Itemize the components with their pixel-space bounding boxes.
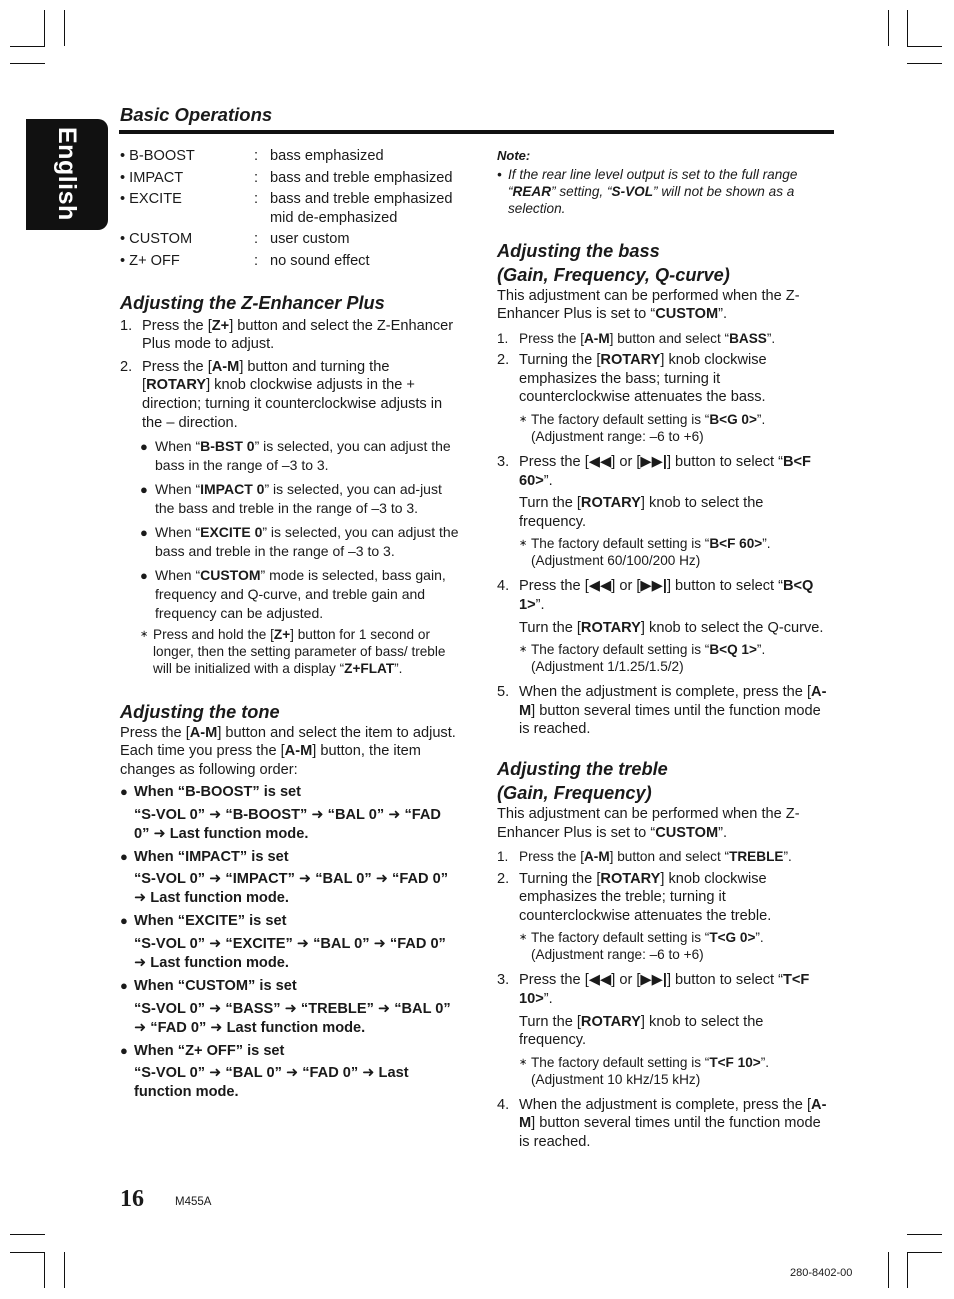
mode-colon: : [254, 252, 259, 269]
bullet-item [140, 566, 460, 623]
sequence-order: “S-VOL 0” ➜ “IMPACT” ➜ “BAL 0” ➜ “FAD 0” ➜ Last function mode. [134, 871, 448, 907]
step-item [497, 577, 833, 614]
page-number: 16 [120, 1186, 144, 1212]
bullet-dot-icon: ● [140, 525, 148, 541]
crop-mark [907, 10, 908, 46]
bullet-dot-icon: ● [140, 439, 148, 455]
step-text: Press the [◀◀] or [▶▶|] button to select “B<Q 1>”. [519, 578, 814, 614]
left-column [120, 147, 460, 1102]
step-item [497, 683, 833, 739]
bullet-dot-icon: ● [120, 978, 128, 994]
mode-colon: : [254, 148, 259, 164]
step-number: 4. [497, 1096, 510, 1113]
asterisk-icon: ∗ [140, 629, 149, 641]
step-text: Turning the [ROTARY] knob clockwise emphasizes the treble; turning it counterclockwise attenuates the treble. [519, 870, 772, 924]
bullet-dot-icon: ● [140, 568, 148, 584]
document-code: 280-8402-00 [790, 1267, 853, 1279]
step-item [497, 971, 833, 1008]
crop-mark [907, 1252, 908, 1288]
bullet-text: When “B-BST 0” is selected, you can adjust the bass in the range of –3 to 3. [155, 438, 451, 474]
note-title: Note: [497, 148, 531, 163]
mode-row [120, 230, 460, 249]
mode-row [120, 169, 460, 188]
language-tab [26, 119, 108, 230]
sequence-heading: ● When “EXCITE” is set [120, 913, 287, 930]
step-number: 2. [120, 358, 133, 375]
asterisk-icon: ∗ [519, 1056, 528, 1068]
bullet-item [140, 523, 460, 561]
crop-mark [10, 63, 45, 64]
mode-row [120, 190, 460, 227]
mode-name: • EXCITE [120, 191, 182, 208]
mode-desc: bass and treble emphasized mid de-emphasized [270, 191, 453, 226]
skip-back-icon: ◀◀ [588, 578, 612, 595]
tone-title: Adjusting the tone [120, 701, 280, 722]
step-text: Press the [A-M] button and select “TREBLE”. [519, 849, 792, 865]
mode-name: • IMPACT [120, 169, 184, 186]
z-enhancer-title: Adjusting the Z-Enhancer Plus [120, 292, 385, 313]
mode-list [120, 147, 460, 271]
asterisk-icon: ∗ [519, 414, 528, 426]
note-item [497, 166, 833, 217]
factory-default-note: ∗ The factory default setting is “T<G 0>”. (Adjustment range: –6 to +6) [519, 930, 764, 963]
bass-intro: This adjustment can be performed when the Z-Enhancer Plus is set to “CUSTOM”. [497, 287, 800, 323]
bullet-text: When “CUSTOM” mode is selected, bass gain, frequency and Q-curve, and treble gain and frequency can be adjusted. [155, 567, 446, 622]
step-item [497, 453, 833, 490]
crop-mark [10, 1252, 45, 1253]
step-number: 3. [497, 454, 510, 471]
mode-row [120, 252, 460, 271]
sequence-heading: ● When “CUSTOM” is set [120, 978, 297, 995]
bullet-dot-icon: ● [120, 1042, 128, 1058]
step-text: When the adjustment is complete, press the [A-M] button several times until the function mode is reached. [519, 684, 827, 738]
step-number: 3. [497, 972, 510, 989]
treble-subtitle: (Gain, Frequency) [497, 783, 652, 803]
asterisk-icon: ∗ [519, 538, 528, 550]
step-text: Press the [Z+] button and select the Z-Enhancer Plus mode to adjust. [142, 317, 454, 353]
asterisk-icon: ∗ [519, 644, 528, 656]
mode-desc: no sound effect [270, 252, 370, 269]
step-continuation: Turn the [ROTARY] knob to select the frequency. [519, 1013, 764, 1049]
bullet-item [140, 437, 460, 475]
tone-intro: Press the [A-M] button and select the item to adjust. Each time you press the [A-M] button, the item changes as following order: [120, 724, 456, 778]
step-item [497, 870, 833, 926]
mode-colon: : [254, 169, 259, 186]
section-heading: Basic Operations [120, 104, 273, 125]
heading-rule [119, 130, 834, 134]
step-number: 2. [497, 870, 510, 887]
crop-mark [44, 1252, 45, 1288]
step-item [120, 317, 460, 354]
skip-back-icon: ◀◀ [588, 972, 612, 989]
factory-default-note: ∗ The factory default setting is “B<G 0>”. (Adjustment range: –6 to +6) [519, 412, 766, 445]
mode-desc: bass and treble emphasized [270, 169, 453, 186]
crop-mark [64, 10, 65, 46]
mode-desc: user custom [270, 231, 350, 248]
step-item [497, 848, 833, 866]
crop-mark [44, 10, 45, 46]
sequence-order: “S-VOL 0” ➜ “B-BOOST” ➜ “BAL 0” ➜ “FAD 0” ➜ Last function mode. [134, 806, 441, 842]
sequence-order: “S-VOL 0” ➜ “BAL 0” ➜ “FAD 0” ➜ Last function mode. [134, 1065, 409, 1101]
crop-mark [907, 1252, 942, 1253]
treble-title: Adjusting the treble [497, 759, 668, 779]
skip-forward-icon: ▶▶| [640, 578, 667, 595]
crop-mark [907, 46, 942, 47]
bullet-dot-icon: ● [140, 482, 148, 498]
language-tab-label: English [53, 127, 81, 221]
mode-colon: : [254, 231, 259, 248]
step-number: 4. [497, 578, 510, 595]
step-text: Press the [◀◀] or [▶▶|] button to select “B<F 60>”. [519, 454, 811, 489]
model-number: M455A [175, 1196, 212, 1208]
crop-mark [64, 1252, 65, 1288]
asterisk-note [140, 627, 460, 677]
right-column [497, 147, 833, 1156]
bullet-text: When “IMPACT 0” is selected, you can ad-just the bass and treble in the range of –3 to 3. [155, 481, 442, 517]
mode-name: • CUSTOM [120, 231, 193, 248]
step-text: Turning the [ROTARY] knob clockwise emphasizes the bass; turning it counterclockwise attenuates the bass. [519, 352, 767, 406]
factory-default-note: ∗ The factory default setting is “B<F 60>”. (Adjustment 60/100/200 Hz) [519, 536, 771, 569]
step-number: 1. [120, 317, 133, 334]
crop-mark [10, 1234, 45, 1235]
asterisk-icon: ∗ [519, 932, 528, 944]
asterisk-note-text: Press and hold the [Z+] button for 1 second or longer, then the setting parameter of bass/ treble will be initialized with a display “Z+FLAT”. [153, 627, 446, 676]
sequence-heading: ● When “IMPACT” is set [120, 848, 289, 865]
step-text: When the adjustment is complete, press the [A-M] button several times until the function mode is reached. [519, 1096, 827, 1151]
bass-title: Adjusting the bass [497, 240, 660, 261]
crop-mark [888, 10, 889, 46]
crop-mark [907, 1234, 942, 1235]
step-continuation: Turn the [ROTARY] knob to select the frequency. [519, 495, 764, 530]
sequence-heading: ● When “Z+ OFF” is set [120, 1042, 285, 1059]
factory-default-note: ∗ The factory default setting is “T<F 10>”. (Adjustment 10 kHz/15 kHz) [519, 1054, 770, 1087]
mode-name: • B-BOOST [120, 148, 195, 164]
mode-name: • Z+ OFF [120, 252, 180, 269]
sequence-order: “S-VOL 0” ➜ “BASS” ➜ “TREBLE” ➜ “BAL 0” ➜ “FAD 0” ➜ Last function mode. [134, 1000, 451, 1036]
step-number: 2. [497, 352, 510, 369]
mode-row [120, 147, 460, 166]
crop-mark [10, 46, 45, 47]
bullet-dot-icon: • [497, 166, 502, 182]
sequence-order: “S-VOL 0” ➜ “EXCITE” ➜ “BAL 0” ➜ “FAD 0” ➜ Last function mode. [134, 936, 446, 972]
treble-intro: This adjustment can be performed when the Z-Enhancer Plus is set to “CUSTOM”. [497, 806, 800, 841]
step-number: 5. [497, 684, 510, 701]
step-text: Press the [A-M] button and select “BASS”. [519, 330, 776, 346]
crop-mark [907, 63, 942, 64]
bullet-item [140, 480, 460, 518]
step-number: 1. [497, 849, 509, 865]
note-text: If the rear line level output is set to the full range “REAR” setting, “S-VOL” will not be shown as a selection. [508, 166, 798, 216]
step-item [120, 358, 460, 432]
bullet-dot-icon: ● [120, 913, 128, 929]
step-item [497, 330, 833, 348]
step-text: Press the [◀◀] or [▶▶|] button to select “T<F 10>”. [519, 972, 810, 1008]
skip-forward-icon: ▶▶| [640, 454, 667, 471]
bullet-dot-icon: ● [120, 848, 128, 864]
factory-default-note: ∗ The factory default setting is “B<Q 1>”. (Adjustment 1/1.25/1.5/2) [519, 642, 766, 675]
mode-colon: : [254, 191, 259, 208]
sequence-heading: ● When “B-BOOST” is set [120, 784, 302, 801]
bullet-text: When “EXCITE 0” is selected, you can adjust the bass and treble in the range of –3 to 3. [155, 524, 459, 560]
step-item [497, 1096, 833, 1152]
skip-back-icon: ◀◀ [588, 454, 612, 471]
skip-forward-icon: ▶▶| [640, 972, 667, 989]
step-item [497, 351, 833, 407]
step-continuation: Turn the [ROTARY] knob to select the Q-curve. [519, 619, 824, 636]
crop-mark [888, 1252, 889, 1288]
bass-subtitle: (Gain, Frequency, Q-curve) [497, 264, 730, 285]
mode-desc: bass emphasized [270, 148, 384, 164]
step-text: Press the [A-M] button and turning the [ROTARY] knob clockwise adjusts in the + direction; turning it counterclockwise adjusts in the – direction. [142, 358, 443, 431]
bullet-dot-icon: ● [120, 784, 128, 800]
step-number: 1. [497, 330, 509, 346]
